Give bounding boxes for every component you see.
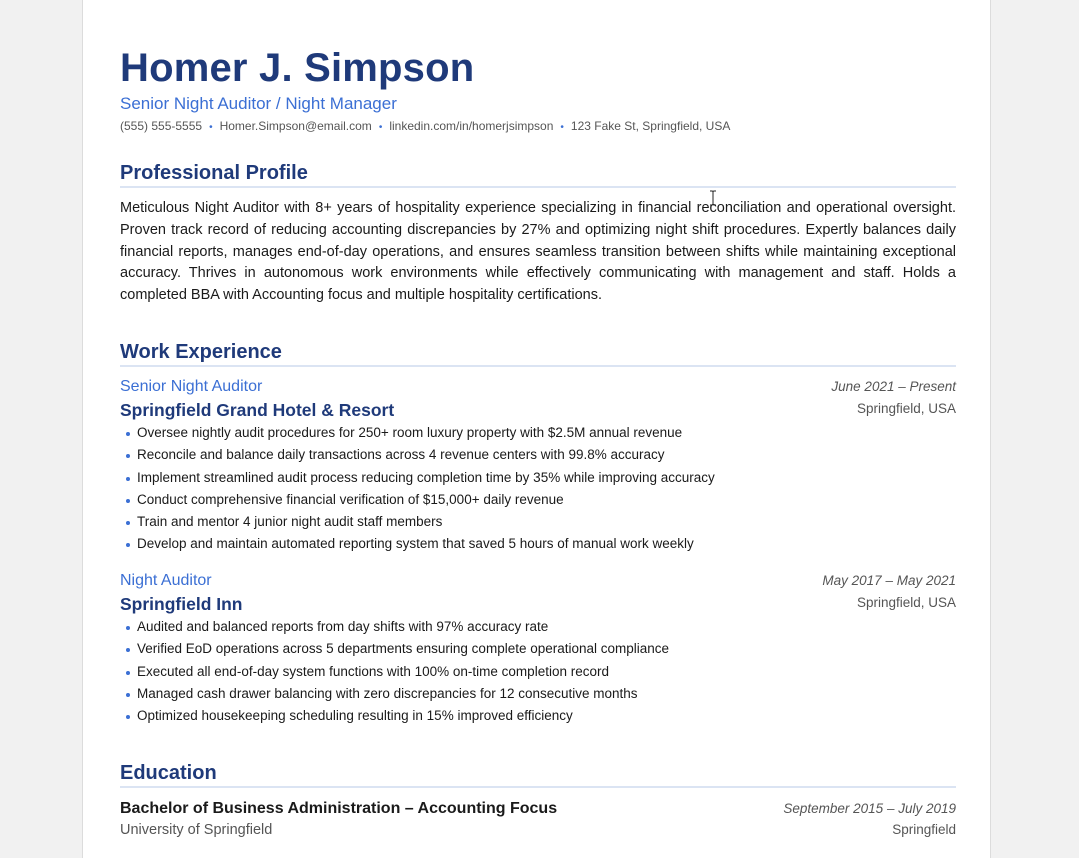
section-heading-education: Education xyxy=(120,760,956,788)
education-header xyxy=(120,799,956,819)
profile-text: Meticulous Night Auditor with 8+ years of hospitality experience specializing in financial reconciliation and operational oversight. Proven track record of reducing accounting discrepancies by 27% and optimizing night shift procedures. Expertly balances daily financial reports, manages end-of-day operations, and ensures seamless transition between shifts while maintaining exceptional accuracy. Thrives in autonomous work environments while effectively communicating with management and staff. Holds a completed BBA with Accounting focus and multiple hospitality certifications. xyxy=(120,200,956,304)
list-item: Executed all end-of-day system functions with 100% on-time completion record xyxy=(120,661,956,683)
list-item: Audited and balanced reports from day shifts with 97% accuracy rate xyxy=(120,616,956,638)
list-item: Managed cash drawer balancing with zero discrepancies for 12 consecutive months xyxy=(120,683,956,705)
job-header xyxy=(120,377,956,397)
separator-dot: • xyxy=(209,122,213,133)
email[interactable]: Homer.Simpson@email.com xyxy=(219,119,372,133)
list-item: Verified EoD operations across 5 departments ensuring complete operational compliance xyxy=(120,638,956,660)
phone: (555) 555-5555 xyxy=(120,119,203,133)
education-location: Springfield xyxy=(892,822,956,837)
job-title: Night Auditor xyxy=(120,572,212,589)
job-dates: June 2021 – Present xyxy=(831,379,956,394)
company-row xyxy=(120,593,956,615)
section-heading-profile: Professional Profile xyxy=(120,160,956,188)
person-name: Homer J. Simpson xyxy=(120,46,475,90)
resume-page xyxy=(82,0,991,858)
linkedin-link[interactable]: linkedin.com/in/homerjsimpson xyxy=(389,119,554,133)
job-location: Springfield, USA xyxy=(856,401,956,416)
list-item: Reconcile and balance daily transactions across 4 revenue centers with 99.8% accuracy xyxy=(120,444,956,466)
job-dates: May 2017 – May 2021 xyxy=(822,573,956,588)
job-bullets xyxy=(120,422,956,556)
school-row xyxy=(120,820,956,840)
company-name: Springfield Grand Hotel & Resort xyxy=(120,400,395,420)
text-cursor-icon xyxy=(709,190,717,206)
separator-dot: • xyxy=(560,122,564,133)
list-item: Optimized housekeeping scheduling resulting in 15% improved efficiency xyxy=(120,705,956,727)
contact-line xyxy=(120,118,730,136)
job-title: Senior Night Auditor xyxy=(120,378,263,395)
education-dates: September 2015 – July 2019 xyxy=(783,801,956,816)
job-bullets xyxy=(120,616,956,727)
company-row xyxy=(120,399,956,421)
list-item: Conduct comprehensive financial verification of $15,000+ daily revenue xyxy=(120,489,956,511)
list-item: Develop and maintain automated reporting system that saved 5 hours of manual work weekly xyxy=(120,533,956,555)
school-name: University of Springfield xyxy=(120,822,273,838)
job-header xyxy=(120,571,956,591)
person-title: Senior Night Auditor / Night Manager xyxy=(120,94,397,113)
job-location: Springfield, USA xyxy=(856,595,956,610)
list-item: Train and mentor 4 junior night audit staff members xyxy=(120,511,956,533)
list-item: Implement streamlined audit process reducing completion time by 35% while improving accuracy xyxy=(120,467,956,489)
degree-name: Bachelor of Business Administration – Accounting Focus xyxy=(120,800,558,817)
address: 123 Fake St, Springfield, USA xyxy=(570,119,731,133)
section-heading-experience: Work Experience xyxy=(120,339,956,367)
separator-dot: • xyxy=(378,122,383,133)
company-name: Springfield Inn xyxy=(120,594,243,614)
list-item: Oversee nightly audit procedures for 250+ room luxury property with $2.5M annual revenue xyxy=(120,422,956,444)
